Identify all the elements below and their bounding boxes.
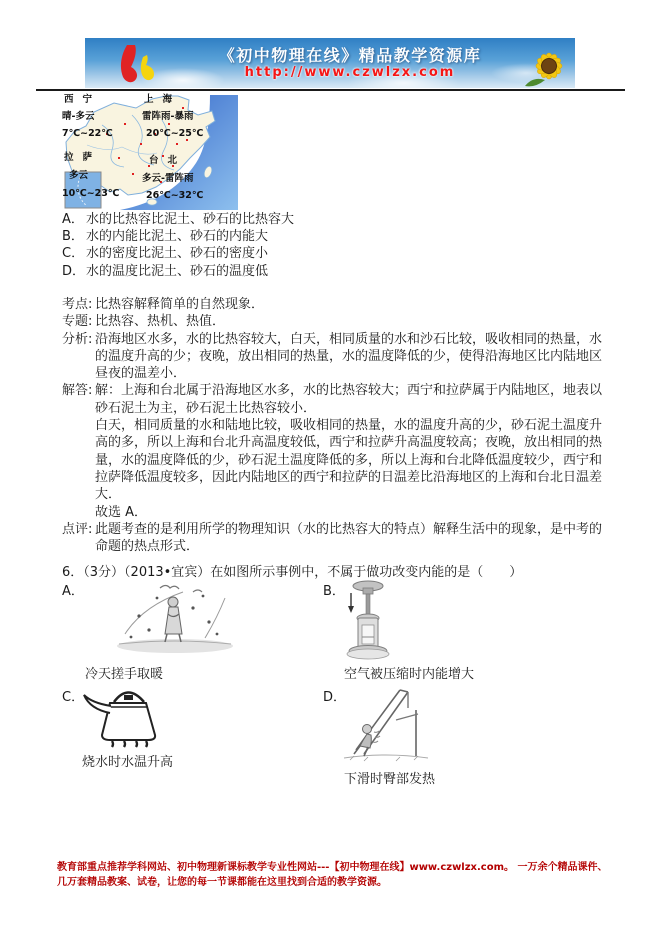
q5-option-d (62, 263, 482, 280)
banner-url-link[interactable]: http://www.czwlzx.com (244, 65, 456, 80)
map-temp-taipei: 26℃~32℃ (146, 190, 204, 201)
section-zhuanti-label: 专题: (62, 314, 93, 330)
section-fenxi-label: 分析: (62, 331, 93, 347)
q6-option-b-image (340, 580, 392, 662)
jieda-answer-line: 故选 A． (95, 504, 148, 520)
q5-option-b-label: B． (62, 229, 84, 245)
q6-option-a-label: A． (62, 584, 84, 599)
section-jieda-body (95, 382, 605, 520)
section-jieda (62, 382, 607, 520)
q5-option-d-label: D． (62, 263, 86, 279)
map-weather-shanghai: 雷阵雨-暴雨 (142, 111, 194, 122)
jieda-paragraph-1: 解：上海和台北属于沿海地区水多，水的比热容较大；西宁和拉萨属于内陆地区，地表以砂石泥土为主，砂石泥土比热容较小． (95, 383, 603, 416)
section-fenxi-text: 沿海地区水多，水的比热容较大，白天，相同质量的水和沙石比较，吸收相同的热量，水的温度升高的少；夜晚，放出相同的热量，水的温度降低的少，使得沿海地区比内陆地区昼夜的温差小． (95, 331, 603, 382)
map-city-shanghai: 上海 (144, 94, 182, 105)
q6-option-d-image (340, 686, 432, 766)
q5-option-b (62, 228, 482, 245)
map-city-taipei: 台北 (149, 155, 187, 166)
section-jieda-label: 解答: (62, 383, 93, 399)
slide-illustration (340, 686, 432, 766)
q6-option-c-caption: 烧水时水温升高 (82, 755, 174, 770)
china-weather-map (62, 95, 238, 210)
q6-stem: 6．（3分）（2013•宜宾）在如图所示事例中，不属于做功改变内能的是（ ） (62, 565, 523, 580)
kettle-illustration (72, 687, 172, 749)
section-zhuanti (62, 313, 607, 330)
map-weather-xining: 晴-多云 (62, 111, 95, 122)
map-temp-lhasa: 10℃~23℃ (62, 188, 120, 199)
section-dianping-text: 此题考查的是利用所学的物理知识（水的比热容大的特点）解释生活中的现象，是中考的命题的热点形式． (95, 521, 603, 555)
q5-option-c-label: C． (62, 246, 85, 262)
q6-option-c-image (72, 687, 172, 749)
q5-option-c (62, 245, 482, 262)
map-city-xining: 西宁 (64, 94, 102, 105)
q6-option-b-label: B． (323, 584, 345, 599)
q6-option-a-image (105, 582, 245, 656)
banner-title: 《初中物理在线》精品教学资源库 (218, 46, 482, 65)
q5-option-d-text: 水的温度比泥土、砂石的温度低 (86, 263, 269, 279)
q5-option-a (62, 211, 482, 228)
section-kaodian-label: 考点: (62, 297, 93, 312)
q6-option-a-caption: 冷天搓手取暖 (85, 667, 164, 682)
q5-option-c-text: 水的密度比泥土、砂石的密度小 (86, 246, 269, 262)
q5-option-a-text: 水的比热容比泥土、砂石的比热容大 (86, 212, 295, 227)
rubbing-hands-illustration (105, 582, 245, 656)
q6-option-d-caption: 下滑时臀部发热 (344, 772, 436, 787)
q6-option-b-caption: 空气被压缩时内能增大 (344, 667, 475, 682)
map-city-lhasa: 拉萨 (64, 152, 102, 163)
section-dianping-label: 点评: (62, 521, 93, 537)
section-fenxi (62, 331, 607, 383)
section-kaodian-text: 比热容解释简单的自然现象． (95, 297, 265, 312)
map-temp-xining: 7℃~22℃ (62, 128, 113, 139)
section-kaodian (62, 296, 607, 313)
q5-analysis-sections (62, 296, 607, 555)
q5-option-b-text: 水的内能比泥土、砂石的内能大 (86, 229, 269, 245)
site-banner (85, 38, 575, 88)
section-zhuanti-text: 比热容、热机、热值． (95, 314, 226, 330)
q5-options (62, 211, 482, 280)
header-divider (36, 89, 625, 91)
q5-option-a-label: A． (62, 212, 84, 227)
jieda-paragraph-2: 白天，相同质量的水和陆地比较，吸收相同的热量，水的温度升高的少，砂石泥土温度升高的多，所以上海和台北升高温度较低，西宁和拉萨升高温度较高；夜晚，放出相同的热量，水的温度降低的少，砂石泥土温度降低的多，所以上海和台北降低温度较少，西宁和拉萨降低温度较多，因此内陆地区的西宁和拉萨的日温差比沿海地区的上海和台北日温差大． (95, 418, 603, 503)
q6-option-c-label: C． (62, 690, 85, 705)
site-logo-icon (113, 41, 165, 87)
map-temp-shanghai: 20℃~25℃ (146, 128, 204, 139)
map-weather-taipei: 多云-雷阵雨 (142, 173, 194, 184)
q6-option-d-label: D． (323, 690, 347, 705)
footer-promo-text: 教育部重点推荐学科网站、初中物理新课标教学专业性网站---【初中物理在线】www.czwlzx.com。 一万余个精品课件、几万套精品教案、试卷，让您的每一节课都能在这里找到合适的教学资源。 (57, 862, 608, 888)
sunflower-icon (505, 40, 575, 88)
air-compression-device-illustration (340, 580, 392, 662)
map-weather-lhasa: 多云 (69, 170, 89, 181)
section-dianping (62, 521, 607, 556)
